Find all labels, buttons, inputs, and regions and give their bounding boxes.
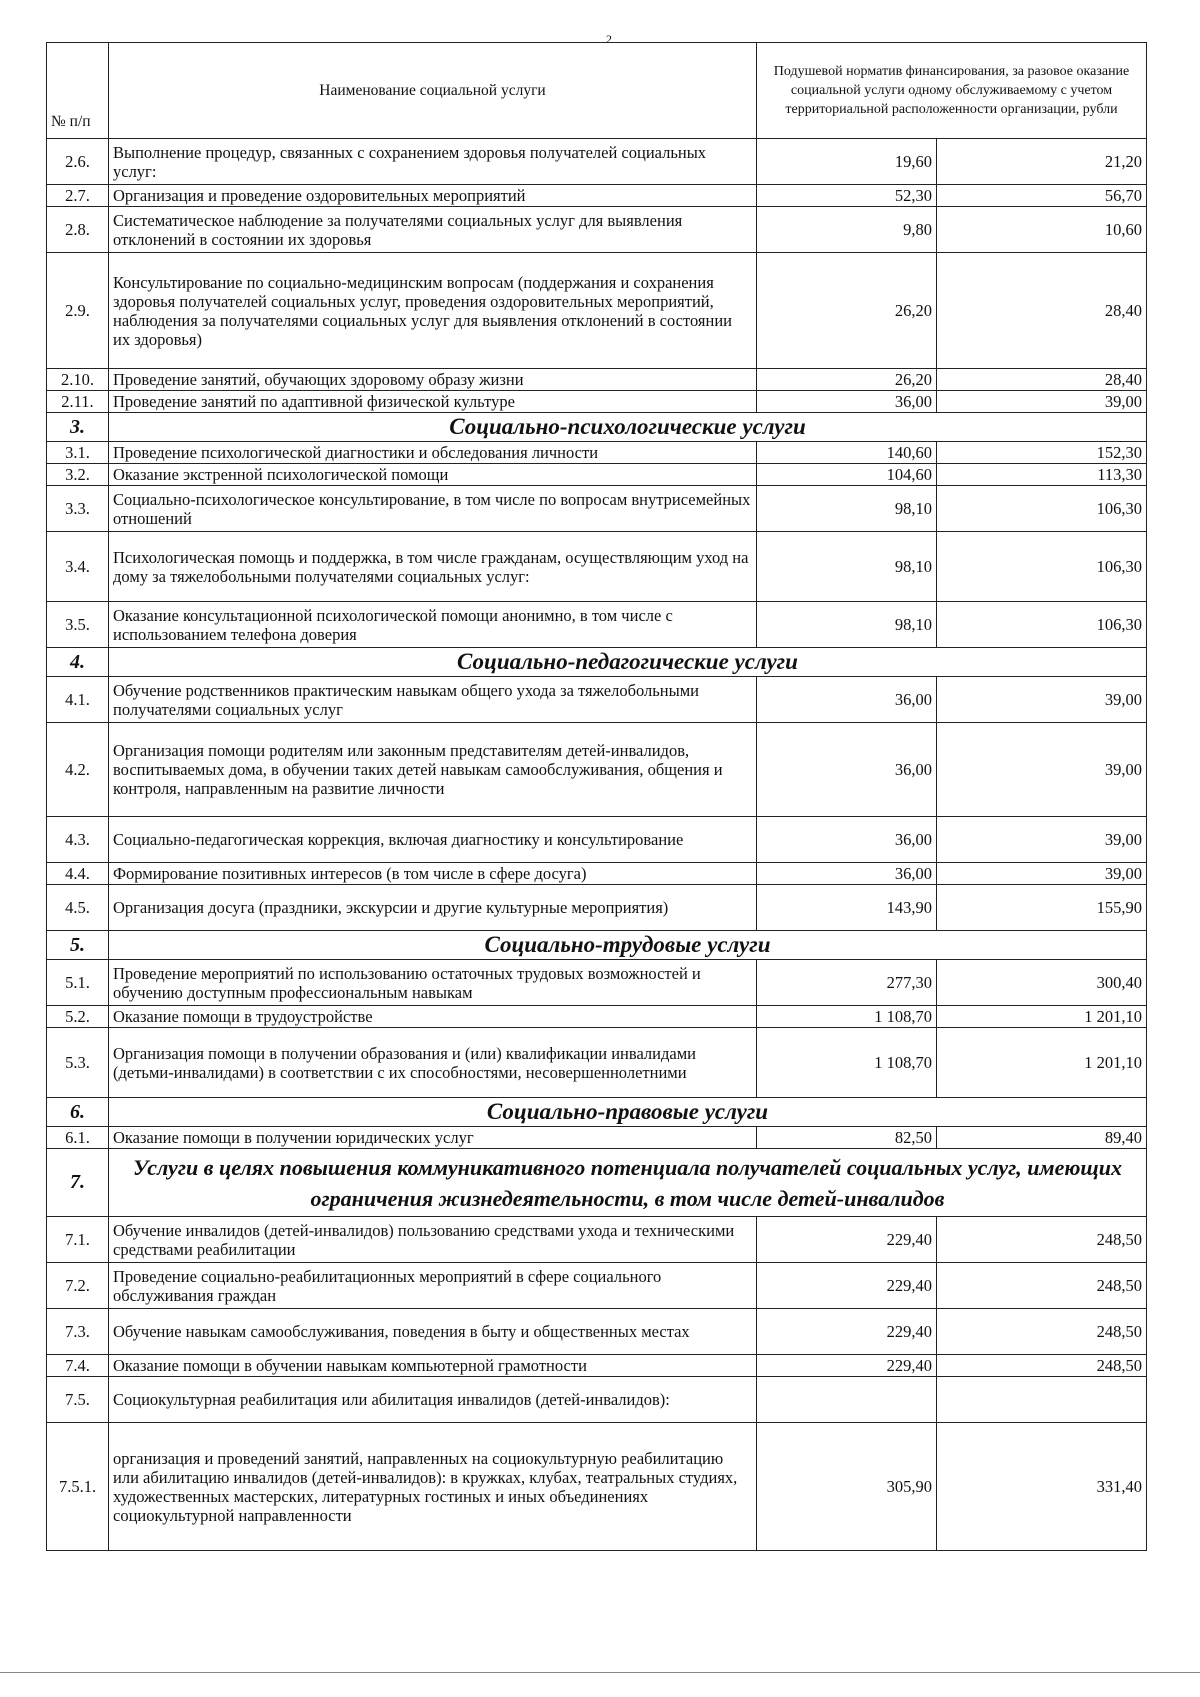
norm-value-1: 36,00 xyxy=(757,863,937,885)
service-name: Оказание помощи в получении юридических услуг xyxy=(109,1127,757,1149)
service-name: Проведение занятий, обучающих здоровому образу жизни xyxy=(109,369,757,391)
table-row xyxy=(47,1263,1147,1309)
norm-value-2: 21,20 xyxy=(937,139,1147,185)
norm-value-2: 248,50 xyxy=(937,1217,1147,1263)
norm-value-2: 89,40 xyxy=(937,1127,1147,1149)
page-number: 2 xyxy=(606,32,612,46)
section-number: 3. xyxy=(47,413,109,442)
row-number: 4.3. xyxy=(47,817,109,863)
table-row xyxy=(47,1423,1147,1551)
row-number: 5.2. xyxy=(47,1006,109,1028)
table-row xyxy=(47,532,1147,602)
norm-value-2: 1 201,10 xyxy=(937,1028,1147,1098)
norm-value-2: 39,00 xyxy=(937,863,1147,885)
norm-value-1: 36,00 xyxy=(757,677,937,723)
table-row xyxy=(47,391,1147,413)
row-number: 7.1. xyxy=(47,1217,109,1263)
service-name: Проведение мероприятий по использованию остаточных трудовых возможностей и обучению доступным профессиональным навыкам xyxy=(109,960,757,1006)
service-name: Организация и проведение оздоровительных мероприятий xyxy=(109,185,757,207)
service-name: Проведение социально-реабилитационных мероприятий в сфере социального обслуживания граждан xyxy=(109,1263,757,1309)
norm-value-1: 1 108,70 xyxy=(757,1028,937,1098)
norm-value-2: 155,90 xyxy=(937,885,1147,931)
table-row xyxy=(47,486,1147,532)
norm-value-1: 19,60 xyxy=(757,139,937,185)
norm-value-2: 39,00 xyxy=(937,391,1147,413)
norm-value-2: 106,30 xyxy=(937,486,1147,532)
norm-value-1: 52,30 xyxy=(757,185,937,207)
row-number: 6.1. xyxy=(47,1127,109,1149)
service-name: Психологическая помощь и поддержка, в том числе гражданам, осуществляющим уход на дому за тяжелобольными получателями социальных услуг: xyxy=(109,532,757,602)
table-row xyxy=(47,369,1147,391)
row-number: 2.10. xyxy=(47,369,109,391)
norm-value-1: 229,40 xyxy=(757,1355,937,1377)
norm-value-1: 36,00 xyxy=(757,723,937,817)
norm-value-1: 229,40 xyxy=(757,1263,937,1309)
section-title: Социально-правовые услуги xyxy=(109,1098,1147,1127)
footer-divider xyxy=(0,1672,1200,1673)
norm-value-1: 104,60 xyxy=(757,464,937,486)
row-number: 3.3. xyxy=(47,486,109,532)
table-row xyxy=(47,677,1147,723)
row-number: 4.4. xyxy=(47,863,109,885)
norm-value-1: 9,80 xyxy=(757,207,937,253)
norm-value-2: 28,40 xyxy=(937,369,1147,391)
service-name: Проведение психологической диагностики и обследования личности xyxy=(109,442,757,464)
norm-value-1: 36,00 xyxy=(757,817,937,863)
norm-value-1: 140,60 xyxy=(757,442,937,464)
row-number: 7.2. xyxy=(47,1263,109,1309)
section-number: 7. xyxy=(47,1149,109,1217)
services-table xyxy=(46,42,1147,1551)
table-row xyxy=(47,1006,1147,1028)
service-name: Систематическое наблюдение за получателями социальных услуг для выявления отклонений в состоянии их здоровья xyxy=(109,207,757,253)
row-number: 2.9. xyxy=(47,253,109,369)
norm-value-2: 106,30 xyxy=(937,602,1147,648)
header-norm: Подушевой норматив финансирования, за разовое оказание социальной услуги одному обслуживаемому с учетом территориальной расположенности организации, рубли xyxy=(757,43,1147,139)
table-header-row xyxy=(47,43,1147,139)
row-number: 3.2. xyxy=(47,464,109,486)
service-name: Оказание помощи в обучении навыкам компьютерной грамотности xyxy=(109,1355,757,1377)
service-name: организация и проведений занятий, направленных на социокультурную реабилитацию или абилитацию инвалидов (детей-инвалидов): в кружках, клубах, театральных студиях, художественных мастерских, литературных гостиных и иных объединениях социокультурной направленности xyxy=(109,1423,757,1551)
norm-value-1: 98,10 xyxy=(757,532,937,602)
norm-value-2: 113,30 xyxy=(937,464,1147,486)
table-row xyxy=(47,464,1147,486)
norm-value-2: 39,00 xyxy=(937,817,1147,863)
row-number: 7.5.1. xyxy=(47,1423,109,1551)
table-row xyxy=(47,1377,1147,1423)
service-name: Социокультурная реабилитация или абилитация инвалидов (детей-инвалидов): xyxy=(109,1377,757,1423)
service-name: Организация досуга (праздники, экскурсии и другие культурные мероприятия) xyxy=(109,885,757,931)
table-row xyxy=(47,723,1147,817)
table-row xyxy=(47,960,1147,1006)
norm-value-2: 331,40 xyxy=(937,1423,1147,1551)
norm-value-1: 143,90 xyxy=(757,885,937,931)
row-number: 5.3. xyxy=(47,1028,109,1098)
norm-value-1: 26,20 xyxy=(757,369,937,391)
norm-value-2: 56,70 xyxy=(937,185,1147,207)
section-row xyxy=(47,648,1147,677)
table-row xyxy=(47,1028,1147,1098)
service-name: Формирование позитивных интересов (в том числе в сфере досуга) xyxy=(109,863,757,885)
row-number: 2.6. xyxy=(47,139,109,185)
table-row xyxy=(47,253,1147,369)
service-name: Оказание помощи в трудоустройстве xyxy=(109,1006,757,1028)
row-number: 4.1. xyxy=(47,677,109,723)
norm-value-2: 1 201,10 xyxy=(937,1006,1147,1028)
norm-value-2: 248,50 xyxy=(937,1309,1147,1355)
service-name: Обучение инвалидов (детей-инвалидов) пользованию средствами ухода и техническими средствами реабилитации xyxy=(109,1217,757,1263)
norm-value-2: 39,00 xyxy=(937,677,1147,723)
row-number: 2.7. xyxy=(47,185,109,207)
table-row xyxy=(47,207,1147,253)
table-row xyxy=(47,1217,1147,1263)
norm-value-1 xyxy=(757,1377,937,1423)
table-row xyxy=(47,817,1147,863)
norm-value-1: 305,90 xyxy=(757,1423,937,1551)
table-row xyxy=(47,602,1147,648)
service-name: Проведение занятий по адаптивной физической культуре xyxy=(109,391,757,413)
service-name: Обучение навыкам самообслуживания, поведения в быту и общественных местах xyxy=(109,1309,757,1355)
row-number: 3.5. xyxy=(47,602,109,648)
table-row xyxy=(47,442,1147,464)
row-number: 3.4. xyxy=(47,532,109,602)
table-row xyxy=(47,1309,1147,1355)
service-name: Выполнение процедур, связанных с сохранением здоровья получателей социальных услуг: xyxy=(109,139,757,185)
service-name: Организация помощи родителям или законным представителям детей-инвалидов, воспитываемых дома, в обучении таких детей навыкам самообслуживания, общения и контроля, направленным на развитие личности xyxy=(109,723,757,817)
norm-value-1: 36,00 xyxy=(757,391,937,413)
service-name: Организация помощи в получении образования и (или) квалификации инвалидами (детьми-инвалидами) в соответствии с их способностями, несовершеннолетними xyxy=(109,1028,757,1098)
norm-value-2: 248,50 xyxy=(937,1355,1147,1377)
norm-value-2: 248,50 xyxy=(937,1263,1147,1309)
norm-value-2: 39,00 xyxy=(937,723,1147,817)
norm-value-2: 106,30 xyxy=(937,532,1147,602)
section-title: Социально-трудовые услуги xyxy=(109,931,1147,960)
norm-value-2: 300,40 xyxy=(937,960,1147,1006)
row-number: 4.2. xyxy=(47,723,109,817)
section-row xyxy=(47,1149,1147,1217)
norm-value-1: 82,50 xyxy=(757,1127,937,1149)
norm-value-1: 277,30 xyxy=(757,960,937,1006)
table-row xyxy=(47,863,1147,885)
row-number: 7.3. xyxy=(47,1309,109,1355)
section-row xyxy=(47,413,1147,442)
norm-value-1: 98,10 xyxy=(757,602,937,648)
table-row xyxy=(47,139,1147,185)
norm-value-2: 10,60 xyxy=(937,207,1147,253)
section-title: Социально-педагогические услуги xyxy=(109,648,1147,677)
section-number: 5. xyxy=(47,931,109,960)
table-row xyxy=(47,1355,1147,1377)
norm-value-2: 28,40 xyxy=(937,253,1147,369)
service-name: Оказание консультационной психологической помощи анонимно, в том числе с использованием телефона доверия xyxy=(109,602,757,648)
section-number: 4. xyxy=(47,648,109,677)
table-row xyxy=(47,885,1147,931)
row-number: 2.8. xyxy=(47,207,109,253)
row-number: 3.1. xyxy=(47,442,109,464)
service-name: Консультирование по социально-медицинским вопросам (поддержания и сохранения здоровья получателей социальных услуг, проведения оздоровительных мероприятий, наблюдения за получателями социальных услуг для выявления отклонений в состоянии их здоровья) xyxy=(109,253,757,369)
norm-value-1: 229,40 xyxy=(757,1217,937,1263)
section-title: Социально-психологические услуги xyxy=(109,413,1147,442)
header-name: Наименование социальной услуги xyxy=(109,43,757,139)
norm-value-2 xyxy=(937,1377,1147,1423)
row-number: 2.11. xyxy=(47,391,109,413)
section-row xyxy=(47,1098,1147,1127)
service-name: Обучение родственников практическим навыкам общего ухода за тяжелобольными получателями социальных услуг xyxy=(109,677,757,723)
norm-value-1: 229,40 xyxy=(757,1309,937,1355)
table-row xyxy=(47,1127,1147,1149)
section-title: Услуги в целях повышения коммуникативного потенциала получателей социальных услуг, имеющих ограничения жизнедеятельности, в том числе детей-инвалидов xyxy=(109,1149,1147,1217)
service-name: Оказание экстренной психологической помощи xyxy=(109,464,757,486)
norm-value-1: 98,10 xyxy=(757,486,937,532)
row-number: 5.1. xyxy=(47,960,109,1006)
norm-value-2: 152,30 xyxy=(937,442,1147,464)
header-num: № п/п xyxy=(47,43,109,139)
service-name: Социально-педагогическая коррекция, включая диагностику и консультирование xyxy=(109,817,757,863)
norm-value-1: 26,20 xyxy=(757,253,937,369)
norm-value-1: 1 108,70 xyxy=(757,1006,937,1028)
row-number: 7.4. xyxy=(47,1355,109,1377)
service-name: Социально-психологическое консультирование, в том числе по вопросам внутрисемейных отношений xyxy=(109,486,757,532)
services-table-body xyxy=(47,43,1147,1551)
row-number: 4.5. xyxy=(47,885,109,931)
table-row xyxy=(47,185,1147,207)
section-number: 6. xyxy=(47,1098,109,1127)
section-row xyxy=(47,931,1147,960)
row-number: 7.5. xyxy=(47,1377,109,1423)
